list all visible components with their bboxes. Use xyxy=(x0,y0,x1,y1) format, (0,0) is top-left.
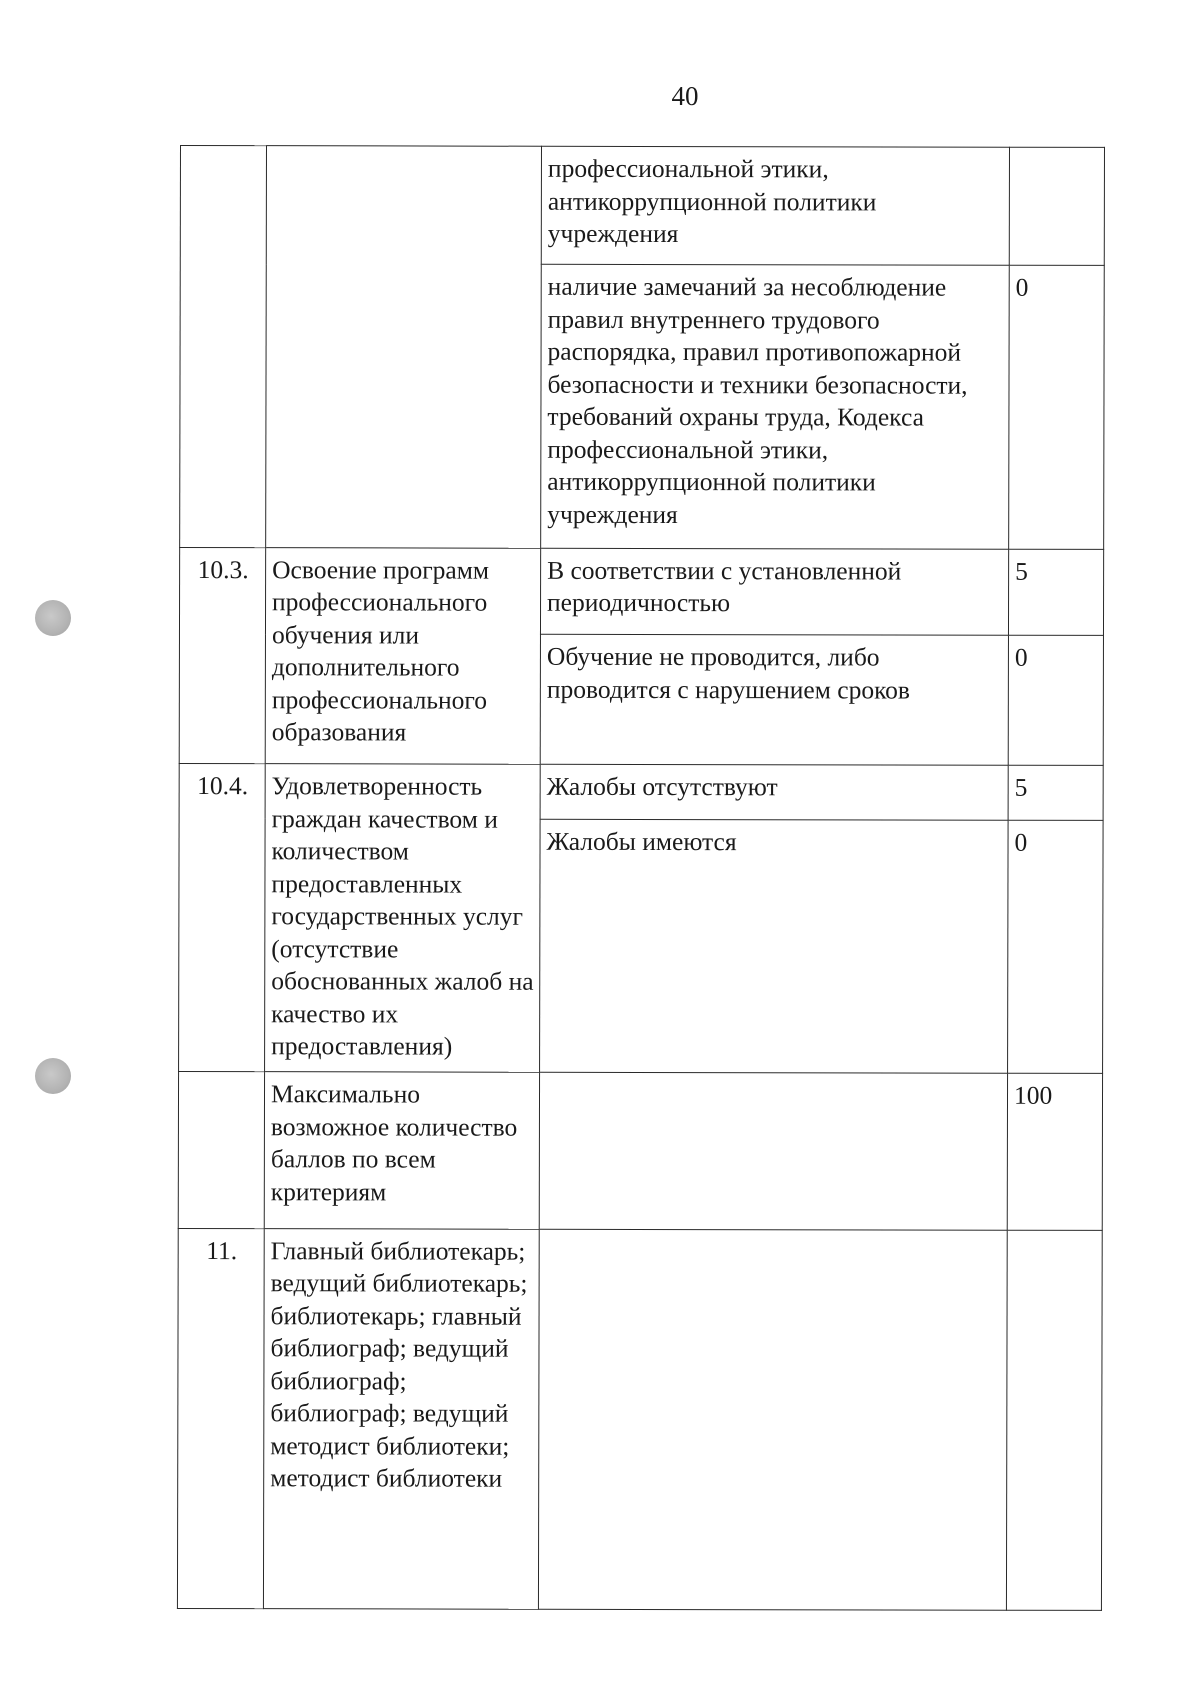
score-cell xyxy=(1009,147,1104,265)
indicator-cell: Максимально возможное количество баллов по всем критериям xyxy=(264,1072,539,1229)
criteria-table xyxy=(177,145,1105,1611)
punch-hole xyxy=(35,1058,71,1094)
page-number: 40 xyxy=(671,81,699,111)
criterion-cell: наличие замечаний за несоблюдение правил внутреннего трудового распорядка, правил противопожарной безопасности и техники безопасности, требований охраны труда, Кодекса профессиональной этики, антикоррупционной политики учреждения xyxy=(541,264,1010,548)
criterion-cell xyxy=(538,1229,1007,1610)
score-cell: 5 xyxy=(1008,766,1103,821)
criterion-cell: Жалобы отсутствуют xyxy=(540,765,1008,820)
table-row xyxy=(177,1228,1102,1610)
criterion-cell: Жалобы имеются xyxy=(540,819,1009,1073)
criterion-cell: профессиональной этики, антикоррупционной политики учреждения xyxy=(541,146,1009,265)
row-number-cell: 11. xyxy=(177,1228,264,1609)
table-row xyxy=(179,547,1103,636)
row-number-cell xyxy=(180,146,267,548)
table-row xyxy=(179,764,1103,820)
score-cell: 0 xyxy=(1008,636,1103,766)
row-number-cell: 10.3. xyxy=(179,547,265,764)
score-cell: 100 xyxy=(1007,1073,1102,1230)
criterion-cell: Обучение не проводится, либо проводится с нарушением сроков xyxy=(540,635,1008,766)
score-cell: 0 xyxy=(1008,820,1104,1073)
score-cell xyxy=(1006,1230,1102,1611)
criterion-cell xyxy=(539,1072,1007,1229)
criterion-cell: В соответствии с установленной периодичностью xyxy=(540,548,1008,636)
indicator-cell: Удовлетворенность граждан качеством и количеством предоставленных государственных услуг (отсутствие обоснованных жалоб на качество их предоставления) xyxy=(265,764,541,1072)
punch-hole xyxy=(35,600,71,636)
table-row xyxy=(180,146,1104,266)
indicator-cell xyxy=(266,146,542,548)
indicator-cell: Главный библиотекарь; ведущий библиотекарь; библиотекарь; главный библиограф; ведущий библиограф; библиограф; ведущий методист библиотеки; методист библиотеки xyxy=(263,1228,539,1609)
indicator-cell: Освоение программ профессионального обучения или дополнительного профессионального образования xyxy=(265,547,540,764)
row-number-cell: 10.4. xyxy=(179,764,266,1072)
score-cell: 5 xyxy=(1008,549,1103,636)
table-row xyxy=(178,1072,1102,1230)
row-number-cell xyxy=(178,1072,264,1229)
score-cell: 0 xyxy=(1009,265,1105,549)
